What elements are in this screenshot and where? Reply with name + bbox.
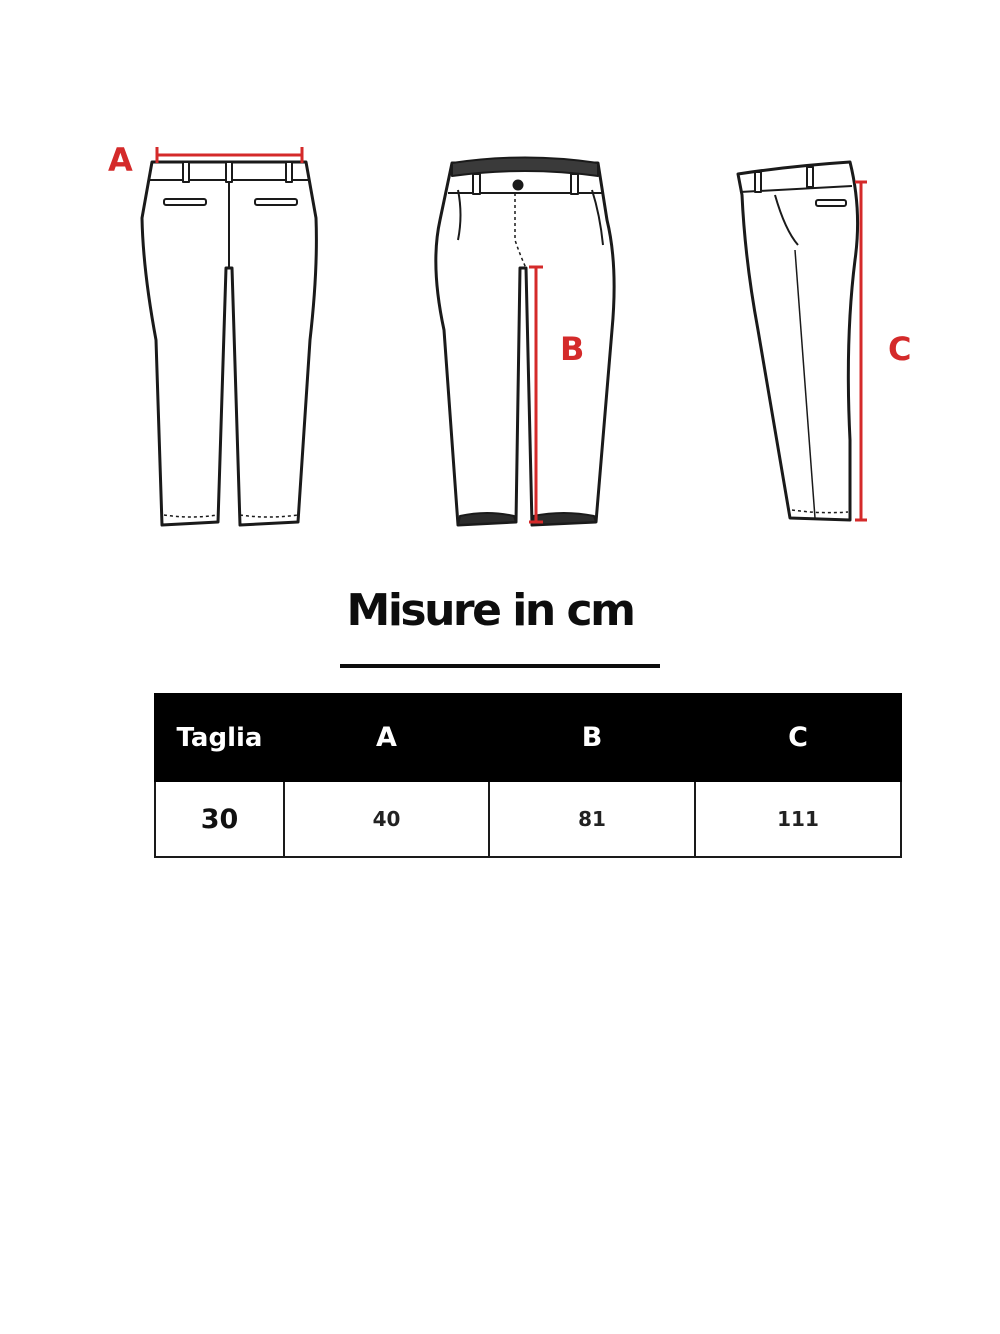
title-underline bbox=[340, 664, 660, 668]
cell-b: 81 bbox=[489, 781, 695, 857]
header-taglia: Taglia bbox=[155, 694, 284, 781]
pants-measurement-diagram bbox=[0, 0, 1000, 560]
table-row bbox=[155, 781, 901, 857]
pants-back-view bbox=[142, 162, 316, 525]
cell-c: 111 bbox=[695, 781, 901, 857]
cell-taglia: 30 bbox=[155, 781, 284, 857]
size-table-header-row bbox=[155, 694, 901, 781]
header-b: B bbox=[489, 694, 695, 781]
pants-side-view bbox=[738, 162, 858, 520]
header-c: C bbox=[695, 694, 901, 781]
size-table bbox=[154, 693, 902, 858]
header-a: A bbox=[284, 694, 489, 781]
cell-a: 40 bbox=[284, 781, 489, 857]
label-a: A bbox=[108, 141, 133, 179]
dimension-c bbox=[855, 182, 911, 520]
label-c: C bbox=[888, 330, 912, 368]
pants-front-view bbox=[436, 158, 614, 526]
page-title: Misure in cm bbox=[346, 585, 634, 636]
label-b: B bbox=[560, 330, 585, 368]
